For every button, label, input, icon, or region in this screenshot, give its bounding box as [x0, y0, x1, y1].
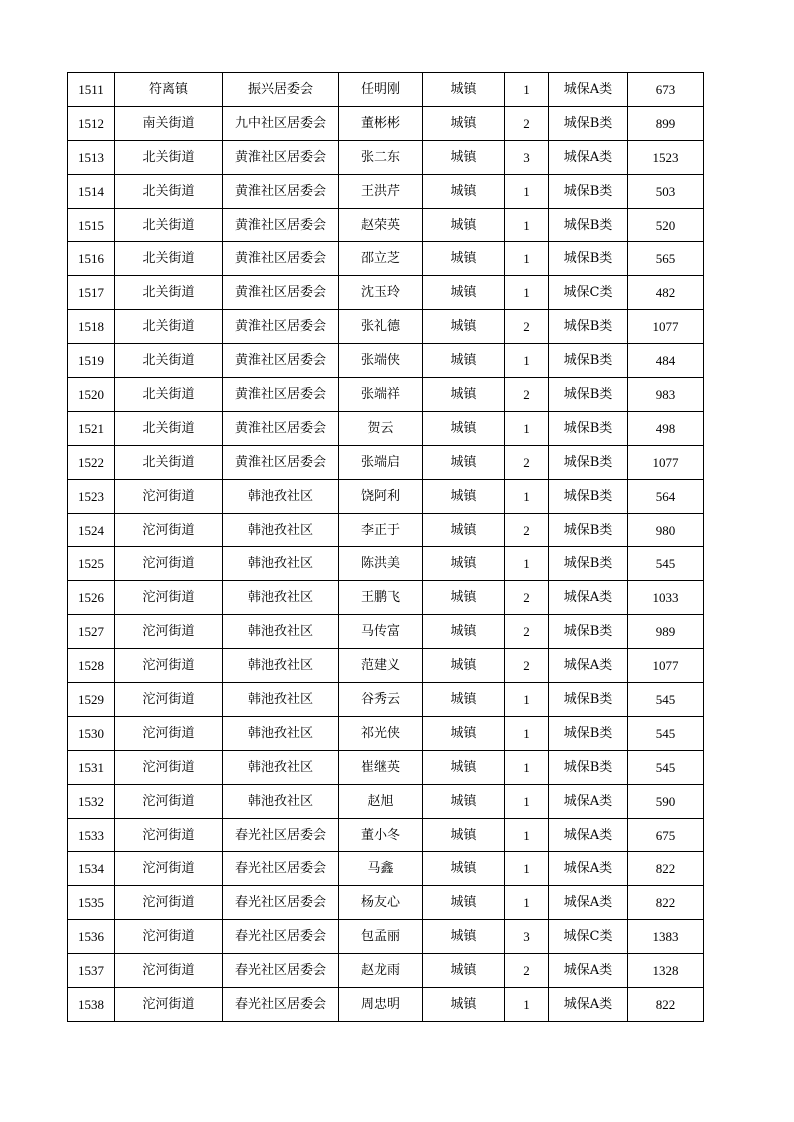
household-members-cell: 2	[505, 513, 549, 547]
category-cell: 城保A类	[549, 649, 628, 683]
community-cell: 黄淮社区居委会	[223, 174, 339, 208]
town-cell: 沱河街道	[115, 852, 223, 886]
table-row	[68, 411, 704, 445]
person-name-cell: 张礼德	[339, 310, 423, 344]
household-members-cell: 1	[505, 547, 549, 581]
amount-cell: 590	[628, 784, 704, 818]
row-number-cell: 1519	[68, 344, 115, 378]
household-members-cell: 2	[505, 954, 549, 988]
household-members-cell: 2	[505, 106, 549, 140]
area-type-cell: 城镇	[423, 513, 505, 547]
community-cell: 黄淮社区居委会	[223, 411, 339, 445]
amount-cell: 1328	[628, 954, 704, 988]
person-name-cell: 周忠明	[339, 988, 423, 1022]
row-number-cell: 1534	[68, 852, 115, 886]
person-name-cell: 沈玉玲	[339, 276, 423, 310]
household-members-cell: 1	[505, 886, 549, 920]
person-name-cell: 马鑫	[339, 852, 423, 886]
table-row	[68, 683, 704, 717]
area-type-cell: 城镇	[423, 750, 505, 784]
person-name-cell: 饶阿利	[339, 479, 423, 513]
household-members-cell: 1	[505, 818, 549, 852]
row-number-cell: 1536	[68, 920, 115, 954]
category-cell: 城保B类	[549, 411, 628, 445]
person-name-cell: 杨友心	[339, 886, 423, 920]
household-members-cell: 3	[505, 920, 549, 954]
amount-cell: 520	[628, 208, 704, 242]
household-members-cell: 3	[505, 140, 549, 174]
area-type-cell: 城镇	[423, 208, 505, 242]
category-cell: 城保B类	[549, 683, 628, 717]
amount-cell: 1523	[628, 140, 704, 174]
household-members-cell: 1	[505, 411, 549, 445]
community-cell: 春光社区居委会	[223, 886, 339, 920]
category-cell: 城保B类	[549, 242, 628, 276]
row-number-cell: 1535	[68, 886, 115, 920]
community-cell: 韩池孜社区	[223, 716, 339, 750]
category-cell: 城保A类	[549, 852, 628, 886]
community-cell: 黄淮社区居委会	[223, 344, 339, 378]
table-row	[68, 581, 704, 615]
category-cell: 城保B类	[549, 513, 628, 547]
community-cell: 黄淮社区居委会	[223, 276, 339, 310]
category-cell: 城保B类	[549, 344, 628, 378]
person-name-cell: 崔继英	[339, 750, 423, 784]
category-cell: 城保B类	[549, 106, 628, 140]
town-cell: 北关街道	[115, 242, 223, 276]
town-cell: 沱河街道	[115, 818, 223, 852]
amount-cell: 989	[628, 615, 704, 649]
town-cell: 北关街道	[115, 411, 223, 445]
row-number-cell: 1530	[68, 716, 115, 750]
table-row	[68, 513, 704, 547]
area-type-cell: 城镇	[423, 344, 505, 378]
amount-cell: 822	[628, 886, 704, 920]
town-cell: 沱河街道	[115, 920, 223, 954]
town-cell: 沱河街道	[115, 784, 223, 818]
area-type-cell: 城镇	[423, 852, 505, 886]
row-number-cell: 1525	[68, 547, 115, 581]
area-type-cell: 城镇	[423, 310, 505, 344]
table-body	[68, 73, 704, 1022]
household-members-cell: 1	[505, 716, 549, 750]
table-row	[68, 445, 704, 479]
area-type-cell: 城镇	[423, 276, 505, 310]
town-cell: 沱河街道	[115, 479, 223, 513]
person-name-cell: 赵龙雨	[339, 954, 423, 988]
category-cell: 城保A类	[549, 73, 628, 107]
town-cell: 南关街道	[115, 106, 223, 140]
table-row	[68, 886, 704, 920]
row-number-cell: 1512	[68, 106, 115, 140]
household-members-cell: 2	[505, 615, 549, 649]
town-cell: 北关街道	[115, 310, 223, 344]
area-type-cell: 城镇	[423, 649, 505, 683]
community-cell: 黄淮社区居委会	[223, 208, 339, 242]
amount-cell: 822	[628, 988, 704, 1022]
person-name-cell: 包孟丽	[339, 920, 423, 954]
community-cell: 韩池孜社区	[223, 649, 339, 683]
table-row	[68, 174, 704, 208]
category-cell: 城保B类	[549, 310, 628, 344]
town-cell: 北关街道	[115, 445, 223, 479]
category-cell: 城保A类	[549, 581, 628, 615]
table-row	[68, 988, 704, 1022]
table-row	[68, 378, 704, 412]
row-number-cell: 1515	[68, 208, 115, 242]
community-cell: 韩池孜社区	[223, 479, 339, 513]
amount-cell: 484	[628, 344, 704, 378]
household-members-cell: 1	[505, 276, 549, 310]
community-cell: 黄淮社区居委会	[223, 445, 339, 479]
community-cell: 韩池孜社区	[223, 513, 339, 547]
community-cell: 韩池孜社区	[223, 683, 339, 717]
community-cell: 振兴居委会	[223, 73, 339, 107]
person-name-cell: 贺云	[339, 411, 423, 445]
category-cell: 城保B类	[549, 378, 628, 412]
table-row	[68, 852, 704, 886]
row-number-cell: 1528	[68, 649, 115, 683]
row-number-cell: 1523	[68, 479, 115, 513]
amount-cell: 565	[628, 242, 704, 276]
person-name-cell: 赵荣英	[339, 208, 423, 242]
person-name-cell: 任明刚	[339, 73, 423, 107]
category-cell: 城保A类	[549, 886, 628, 920]
category-cell: 城保B类	[549, 547, 628, 581]
person-name-cell: 邵立芝	[339, 242, 423, 276]
category-cell: 城保A类	[549, 954, 628, 988]
category-cell: 城保B类	[549, 208, 628, 242]
town-cell: 符离镇	[115, 73, 223, 107]
area-type-cell: 城镇	[423, 954, 505, 988]
community-cell: 黄淮社区居委会	[223, 378, 339, 412]
category-cell: 城保C类	[549, 920, 628, 954]
household-members-cell: 1	[505, 344, 549, 378]
household-members-cell: 1	[505, 174, 549, 208]
person-name-cell: 张端侠	[339, 344, 423, 378]
amount-cell: 545	[628, 750, 704, 784]
community-cell: 春光社区居委会	[223, 818, 339, 852]
amount-cell: 980	[628, 513, 704, 547]
table-row	[68, 784, 704, 818]
area-type-cell: 城镇	[423, 716, 505, 750]
amount-cell: 545	[628, 716, 704, 750]
row-number-cell: 1514	[68, 174, 115, 208]
area-type-cell: 城镇	[423, 445, 505, 479]
category-cell: 城保B类	[549, 174, 628, 208]
category-cell: 城保C类	[549, 276, 628, 310]
category-cell: 城保B类	[549, 479, 628, 513]
person-name-cell: 李正于	[339, 513, 423, 547]
row-number-cell: 1518	[68, 310, 115, 344]
amount-cell: 1033	[628, 581, 704, 615]
person-name-cell: 谷秀云	[339, 683, 423, 717]
person-name-cell: 王洪芹	[339, 174, 423, 208]
household-members-cell: 2	[505, 581, 549, 615]
community-cell: 春光社区居委会	[223, 954, 339, 988]
person-name-cell: 马传富	[339, 615, 423, 649]
area-type-cell: 城镇	[423, 106, 505, 140]
town-cell: 沱河街道	[115, 750, 223, 784]
household-members-cell: 1	[505, 988, 549, 1022]
town-cell: 沱河街道	[115, 581, 223, 615]
category-cell: 城保A类	[549, 988, 628, 1022]
row-number-cell: 1529	[68, 683, 115, 717]
household-members-cell: 1	[505, 242, 549, 276]
community-cell: 韩池孜社区	[223, 615, 339, 649]
area-type-cell: 城镇	[423, 242, 505, 276]
table-row	[68, 140, 704, 174]
household-members-cell: 1	[505, 73, 549, 107]
community-cell: 韩池孜社区	[223, 581, 339, 615]
area-type-cell: 城镇	[423, 988, 505, 1022]
row-number-cell: 1522	[68, 445, 115, 479]
person-name-cell: 王鹏飞	[339, 581, 423, 615]
amount-cell: 822	[628, 852, 704, 886]
community-cell: 黄淮社区居委会	[223, 140, 339, 174]
row-number-cell: 1513	[68, 140, 115, 174]
amount-cell: 673	[628, 73, 704, 107]
town-cell: 北关街道	[115, 140, 223, 174]
table-row	[68, 954, 704, 988]
area-type-cell: 城镇	[423, 411, 505, 445]
category-cell: 城保A类	[549, 140, 628, 174]
town-cell: 北关街道	[115, 208, 223, 242]
community-cell: 韩池孜社区	[223, 750, 339, 784]
category-cell: 城保B类	[549, 615, 628, 649]
amount-cell: 1383	[628, 920, 704, 954]
table-row	[68, 208, 704, 242]
community-cell: 黄淮社区居委会	[223, 310, 339, 344]
person-name-cell: 陈洪美	[339, 547, 423, 581]
person-name-cell: 张端启	[339, 445, 423, 479]
household-members-cell: 1	[505, 479, 549, 513]
community-cell: 春光社区居委会	[223, 852, 339, 886]
amount-cell: 983	[628, 378, 704, 412]
table-row	[68, 920, 704, 954]
row-number-cell: 1524	[68, 513, 115, 547]
person-name-cell: 祁光侠	[339, 716, 423, 750]
row-number-cell: 1527	[68, 615, 115, 649]
household-members-cell: 1	[505, 852, 549, 886]
town-cell: 沱河街道	[115, 954, 223, 988]
town-cell: 沱河街道	[115, 649, 223, 683]
table-row	[68, 547, 704, 581]
table-row	[68, 716, 704, 750]
amount-cell: 498	[628, 411, 704, 445]
area-type-cell: 城镇	[423, 920, 505, 954]
town-cell: 沱河街道	[115, 615, 223, 649]
person-name-cell: 张二东	[339, 140, 423, 174]
table-row	[68, 615, 704, 649]
area-type-cell: 城镇	[423, 886, 505, 920]
household-members-cell: 1	[505, 784, 549, 818]
household-members-cell: 2	[505, 649, 549, 683]
town-cell: 沱河街道	[115, 988, 223, 1022]
category-cell: 城保B类	[549, 716, 628, 750]
community-cell: 韩池孜社区	[223, 547, 339, 581]
household-members-cell: 2	[505, 445, 549, 479]
row-number-cell: 1520	[68, 378, 115, 412]
person-name-cell: 赵旭	[339, 784, 423, 818]
town-cell: 沱河街道	[115, 683, 223, 717]
table-row	[68, 242, 704, 276]
community-cell: 黄淮社区居委会	[223, 242, 339, 276]
household-members-cell: 2	[505, 310, 549, 344]
household-members-cell: 1	[505, 208, 549, 242]
area-type-cell: 城镇	[423, 547, 505, 581]
town-cell: 北关街道	[115, 378, 223, 412]
table-row	[68, 276, 704, 310]
area-type-cell: 城镇	[423, 615, 505, 649]
town-cell: 北关街道	[115, 276, 223, 310]
person-name-cell: 董小冬	[339, 818, 423, 852]
household-members-cell: 2	[505, 378, 549, 412]
category-cell: 城保A类	[549, 784, 628, 818]
row-number-cell: 1537	[68, 954, 115, 988]
category-cell: 城保B类	[549, 750, 628, 784]
row-number-cell: 1538	[68, 988, 115, 1022]
amount-cell: 899	[628, 106, 704, 140]
area-type-cell: 城镇	[423, 581, 505, 615]
town-cell: 北关街道	[115, 174, 223, 208]
area-type-cell: 城镇	[423, 818, 505, 852]
row-number-cell: 1533	[68, 818, 115, 852]
category-cell: 城保B类	[549, 445, 628, 479]
area-type-cell: 城镇	[423, 140, 505, 174]
person-name-cell: 范建义	[339, 649, 423, 683]
table-row	[68, 106, 704, 140]
amount-cell: 1077	[628, 445, 704, 479]
person-name-cell: 董彬彬	[339, 106, 423, 140]
area-type-cell: 城镇	[423, 683, 505, 717]
area-type-cell: 城镇	[423, 378, 505, 412]
row-number-cell: 1532	[68, 784, 115, 818]
community-cell: 九中社区居委会	[223, 106, 339, 140]
table-row	[68, 649, 704, 683]
amount-cell: 545	[628, 683, 704, 717]
table-row	[68, 310, 704, 344]
assistance-register-table	[67, 72, 704, 1022]
amount-cell: 482	[628, 276, 704, 310]
row-number-cell: 1526	[68, 581, 115, 615]
category-cell: 城保A类	[549, 818, 628, 852]
table-row	[68, 344, 704, 378]
table-row	[68, 750, 704, 784]
amount-cell: 675	[628, 818, 704, 852]
row-number-cell: 1521	[68, 411, 115, 445]
community-cell: 春光社区居委会	[223, 920, 339, 954]
town-cell: 北关街道	[115, 344, 223, 378]
table-row	[68, 73, 704, 107]
town-cell: 沱河街道	[115, 886, 223, 920]
community-cell: 春光社区居委会	[223, 988, 339, 1022]
row-number-cell: 1516	[68, 242, 115, 276]
amount-cell: 564	[628, 479, 704, 513]
row-number-cell: 1531	[68, 750, 115, 784]
town-cell: 沱河街道	[115, 547, 223, 581]
person-name-cell: 张端祥	[339, 378, 423, 412]
area-type-cell: 城镇	[423, 174, 505, 208]
household-members-cell: 1	[505, 683, 549, 717]
area-type-cell: 城镇	[423, 784, 505, 818]
household-members-cell: 1	[505, 750, 549, 784]
town-cell: 沱河街道	[115, 716, 223, 750]
table-row	[68, 479, 704, 513]
area-type-cell: 城镇	[423, 73, 505, 107]
row-number-cell: 1517	[68, 276, 115, 310]
amount-cell: 503	[628, 174, 704, 208]
amount-cell: 1077	[628, 310, 704, 344]
amount-cell: 1077	[628, 649, 704, 683]
amount-cell: 545	[628, 547, 704, 581]
area-type-cell: 城镇	[423, 479, 505, 513]
table-row	[68, 818, 704, 852]
town-cell: 沱河街道	[115, 513, 223, 547]
row-number-cell: 1511	[68, 73, 115, 107]
community-cell: 韩池孜社区	[223, 784, 339, 818]
